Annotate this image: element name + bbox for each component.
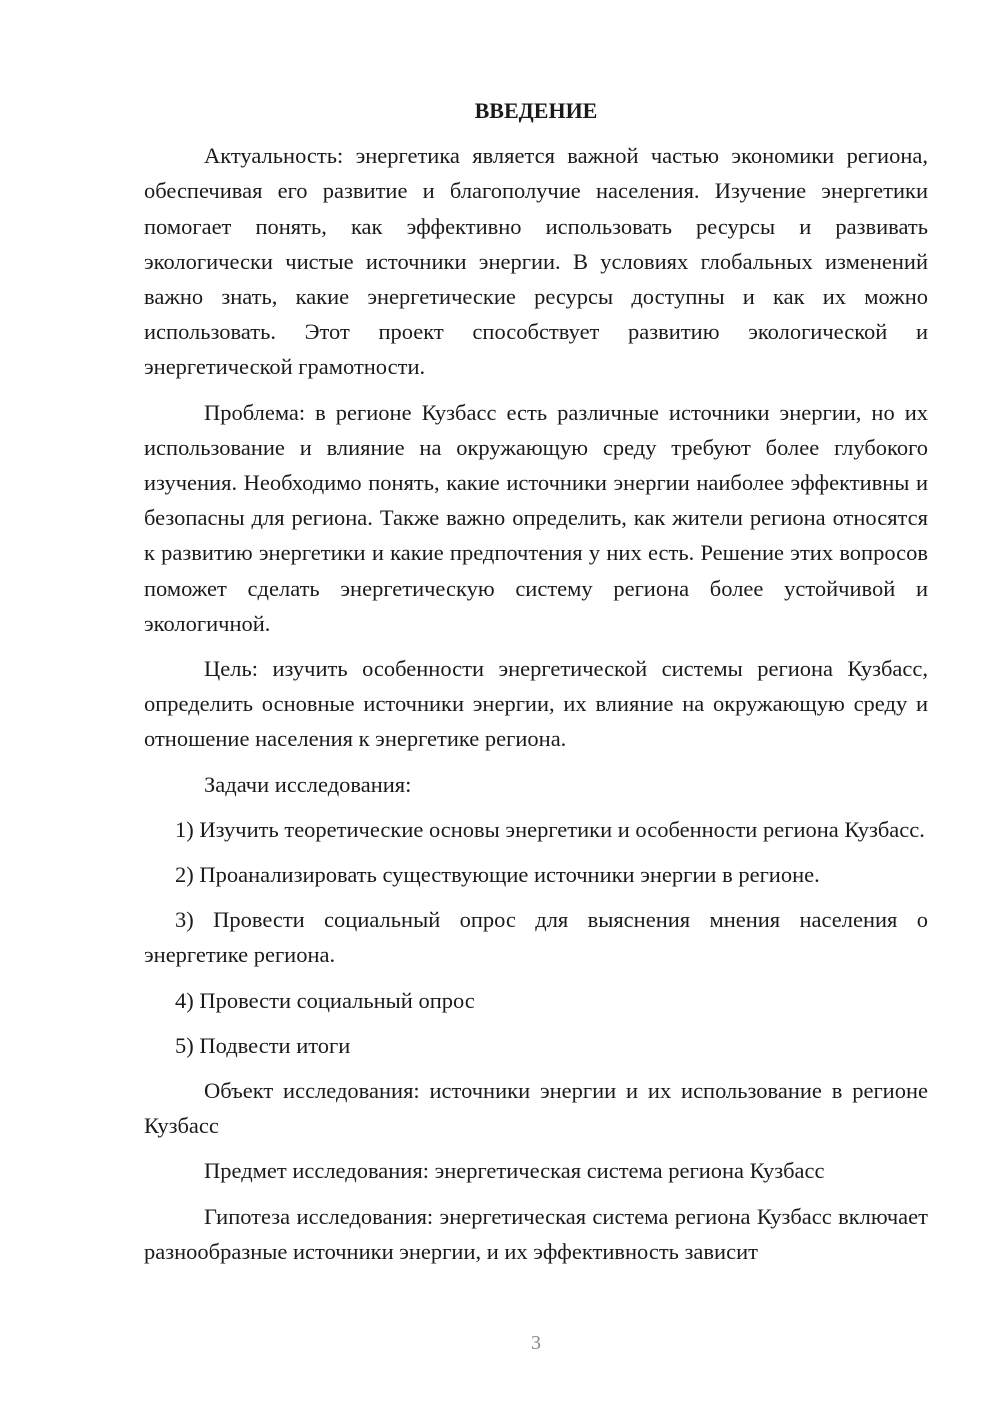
page-body [144, 93, 928, 1279]
page-number: 3 [531, 1332, 541, 1354]
task-item-5: 5) Подвести итоги [175, 1032, 351, 1058]
hypothesis-paragraph: Гипотеза исследования: энергетическая система региона Кузбасс включает разнообразные источники энергии, и их эффективность зависит [144, 1203, 928, 1264]
section-heading: ВВЕДЕНИЕ [474, 98, 598, 123]
task-item-1: 1) Изучить теоретические основы энергетики и особенности региона Кузбасс. [175, 816, 925, 842]
task-item-2: 2) Проанализировать существующие источники энергии в регионе. [175, 862, 820, 888]
subject-paragraph: Предмет исследования: энергетическая система региона Кузбасс [204, 1158, 825, 1184]
task-item-3: 3) Провести социальный опрос для выяснения мнения населения о энергетике региона. [144, 907, 928, 968]
problem-paragraph: Проблема: в регионе Кузбасс есть различные источники энергии, но их использование и влияние на окружающую среду требуют более глубокого изучения. Необходимо понять, какие источники энергии наиболее эффективны и безопасны для региона. Также важно определить, как жители региона относятся к развитию энергетики и какие предпочтения у них есть. Решение этих вопросов поможет сделать энергетическую систему региона более устойчивой и экологичной. [144, 399, 928, 636]
relevance-paragraph: Актуальность: энергетика является важной частью экономики региона, обеспечивая его развитие и благополучие населения. Изучение энергетики помогает понять, как эффективно использовать ресурсы и развивать экологически чистые источники энергии. В условиях глобальных изменений важно знать, какие энергетические ресурсы доступны и как их можно использовать. Этот проект способствует развитию экологической и энергетической грамотности. [144, 143, 928, 380]
task-item-4: 4) Провести социальный опрос [175, 987, 475, 1013]
object-paragraph: Объект исследования: источники энергии и их использование в регионе Кузбасс [144, 1078, 928, 1139]
tasks-title: Задачи исследования: [204, 771, 412, 797]
goal-paragraph: Цель: изучить особенности энергетической системы региона Кузбасс, определить основные источники энергии, их влияние на окружающую среду и отношение населения к энергетике региона. [144, 656, 928, 752]
